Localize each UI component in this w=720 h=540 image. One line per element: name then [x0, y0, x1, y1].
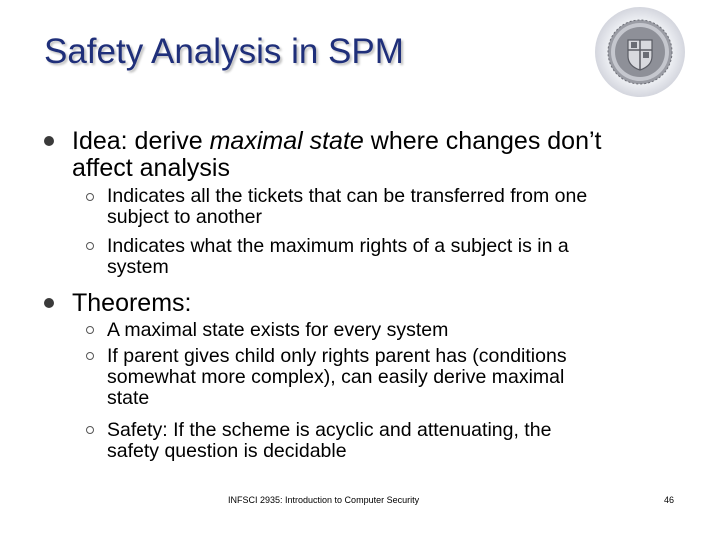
sub-bullet-ring-icon — [86, 193, 94, 201]
sub-bullet-ring-icon — [86, 326, 94, 334]
sub-bullet-rights — [107, 236, 569, 278]
sub-bullet-line: subject to another — [107, 206, 263, 228]
bullet-idea-suffix: where changes don’t — [363, 127, 602, 155]
sub-bullet-maximal-state — [107, 320, 448, 341]
slide-title: Safety Analysis in SPM — [44, 32, 404, 71]
sub-bullet-line: system — [107, 256, 169, 278]
bullet-idea-prefix: Idea: derive — [72, 127, 210, 155]
sub-bullet-line: A maximal state exists for every system — [107, 319, 449, 341]
bullet-idea-emphasis: maximal state — [209, 127, 364, 155]
sub-bullet-tickets — [107, 186, 587, 228]
bullet-dot-icon — [44, 298, 54, 308]
sub-bullet-ring-icon — [86, 242, 94, 250]
bullet-dot-icon — [44, 136, 54, 146]
sub-bullet-line: somewhat more complex), can easily derive maximal — [107, 366, 565, 388]
bullet-idea — [72, 128, 601, 182]
sub-bullet-safety — [107, 420, 551, 462]
sub-bullet-line: safety question is decidable — [107, 440, 347, 462]
sub-bullet-line: Safety: If the scheme is acyclic and attenuating, the — [107, 419, 552, 441]
university-seal-icon — [594, 6, 686, 98]
sub-bullet-line: Indicates what the maximum rights of a subject is in a — [107, 235, 569, 257]
sub-bullet-parent-child — [107, 346, 567, 409]
bullet-theorems: Theorems: — [72, 289, 192, 317]
page-number: 46 — [664, 495, 675, 505]
bullet-idea-line2: affect analysis — [72, 154, 230, 182]
sub-bullet-ring-icon — [86, 352, 94, 360]
sub-bullet-ring-icon — [86, 426, 94, 434]
sub-bullet-line: If parent gives child only rights parent has (conditions — [107, 345, 567, 367]
sub-bullet-line: state — [107, 387, 150, 409]
slide-footer: INFSCI 2935: Introduction to Computer Security — [228, 495, 420, 505]
sub-bullet-line: Indicates all the tickets that can be transferred from one — [107, 185, 588, 207]
